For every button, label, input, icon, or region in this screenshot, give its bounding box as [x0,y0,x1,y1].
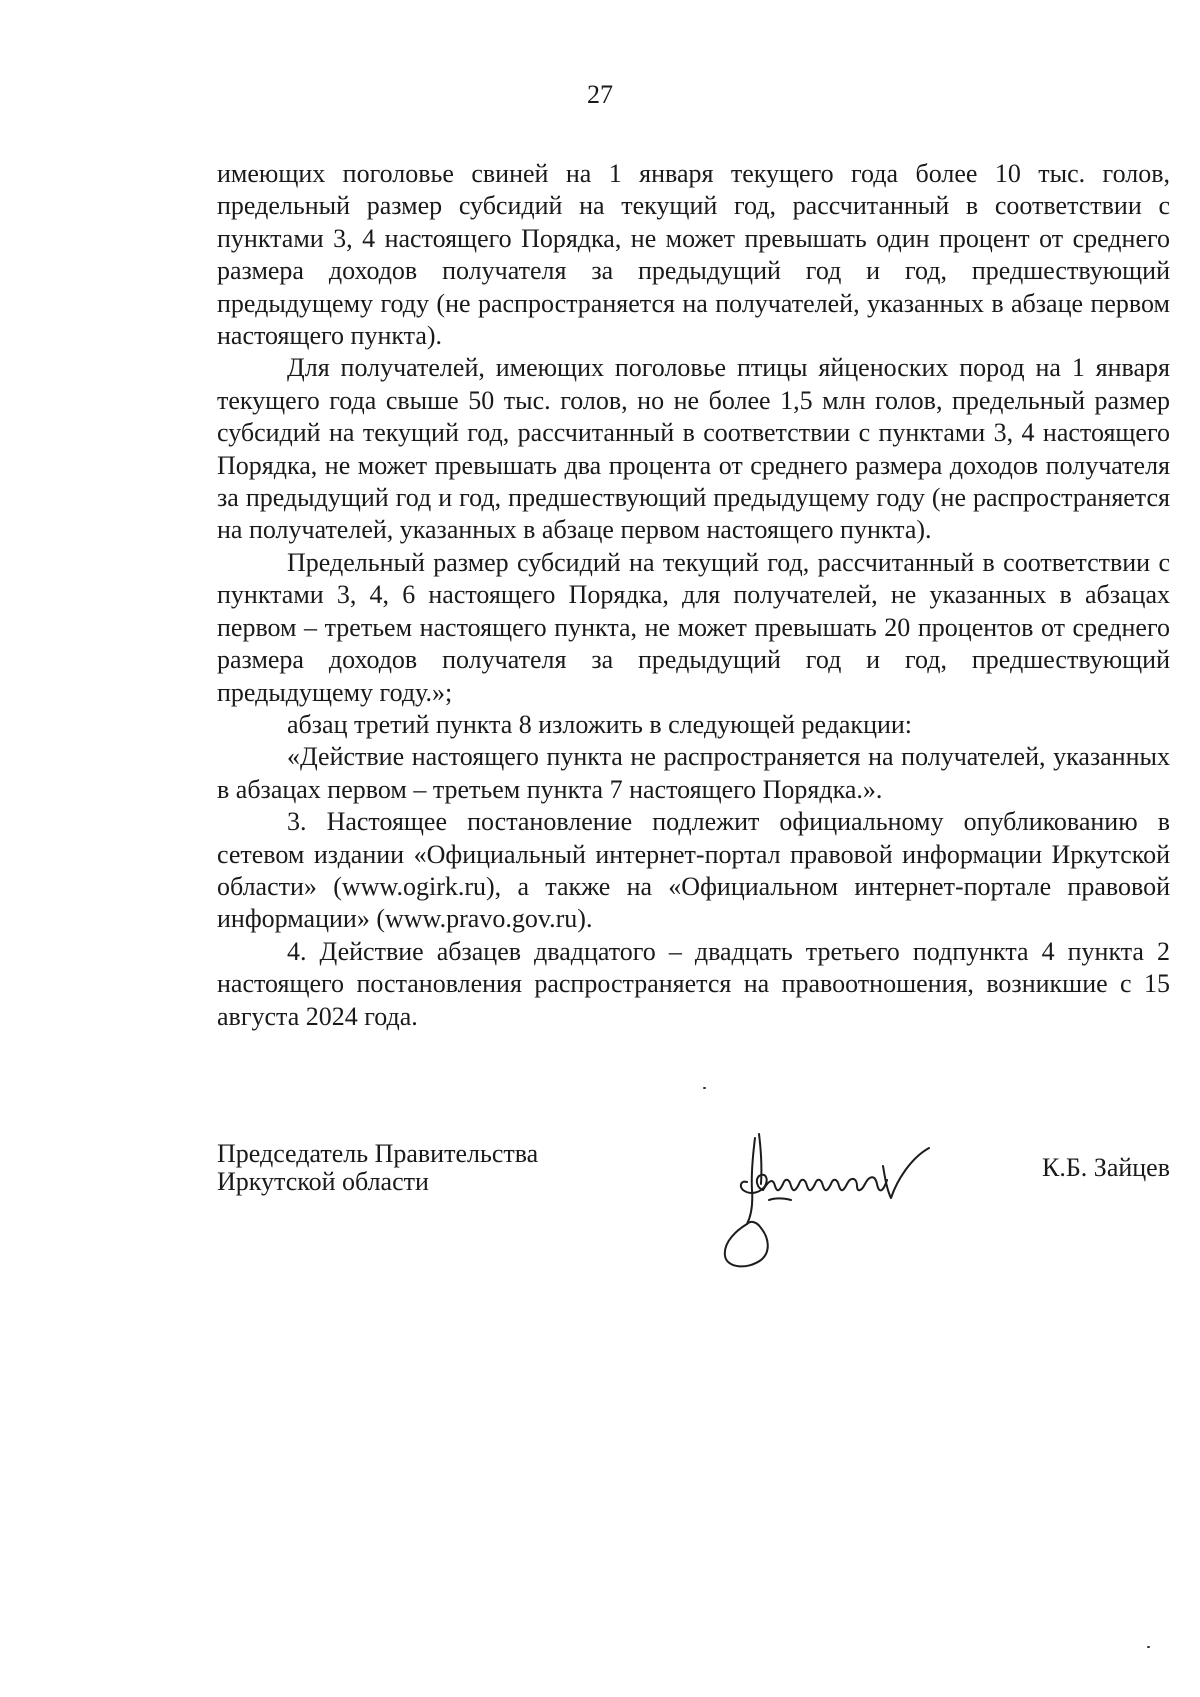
signer-position [217,1140,538,1196]
handwritten-signature [707,1120,967,1270]
paragraph-poultry-subsidy-limit: Для получателей, имеющих поголовье птицы яйценоских пород на 1 января текущего года свыше 50 тыс. голов, но не более 1,5 млн голов, предельный размер субсидий на текущий год, рассчитанный в соответствии с пунктами 3, 4 настоящего Порядка, не может превышать два процента от среднего размера доходов получателя за предыдущий год и год, предшествующий предыдущему году (не распространяется на получателей, указанных в абзаце первом настоящего пункта). [217,353,1170,545]
page-number: 27 [587,80,613,109]
paragraph-effective-date: 4. Действие абзацев двадцатого – двадцать третьего подпункта 4 пункта 2 настоящего постановления распространяется на правоотношения, возникшие с 15 августа 2024 года. [217,936,1170,1031]
signer-position-line-2: Иркутской области [217,1167,429,1196]
paragraph-publication: 3. Настоящее постановление подлежит официальному опубликованию в сетевом издании «Официальный интернет-портал правовой информации Иркутской области» (www.ogirk.ru), а также на «Официальном интернет-портале правовой информации» (www.pravo.gov.ru). [217,807,1170,934]
paragraph-general-subsidy-limit: Предельный размер субсидий на текущий год, рассчитанный в соответствии с пунктами 3, 4, 6 настоящего Порядка, для получателей, не указанных в абзацах первом – третьем настоящего пункта, не может превышать 20 процентов от среднего размера доходов получателя за предыдущий год и год, предшествующий предыдущему году.»; [217,547,1170,707]
paragraph-amendment-point-8: абзац третий пункта 8 изложить в следующей редакции: [287,709,913,739]
signature-block [217,1140,1170,1280]
scan-speck [703,1087,706,1089]
document-body [217,158,1170,1033]
signer-name: К.Б. Зайцев [1042,1153,1170,1182]
signer-position-line-1: Председатель Правительства [217,1139,539,1168]
paragraph-amendment-text: «Действие настоящего пункта не распространяется на получателей, указанных в абзацах первом – третьем пункта 7 настоящего Порядка.». [217,742,1170,804]
scan-speck [1147,1646,1150,1648]
paragraph-pig-subsidy-limit: имеющих поголовье свиней на 1 января текущего года более 10 тыс. голов, предельный размер субсидий на текущий год, рассчитанный в соответствии с пунктами 3, 4 настоящего Порядка, не может превышать один процент от среднего размера доходов получателя за предыдущий год и год, предшествующий предыдущему году (не распространяется на получателей, указанных в абзаце первом настоящего пункта). [217,159,1170,351]
